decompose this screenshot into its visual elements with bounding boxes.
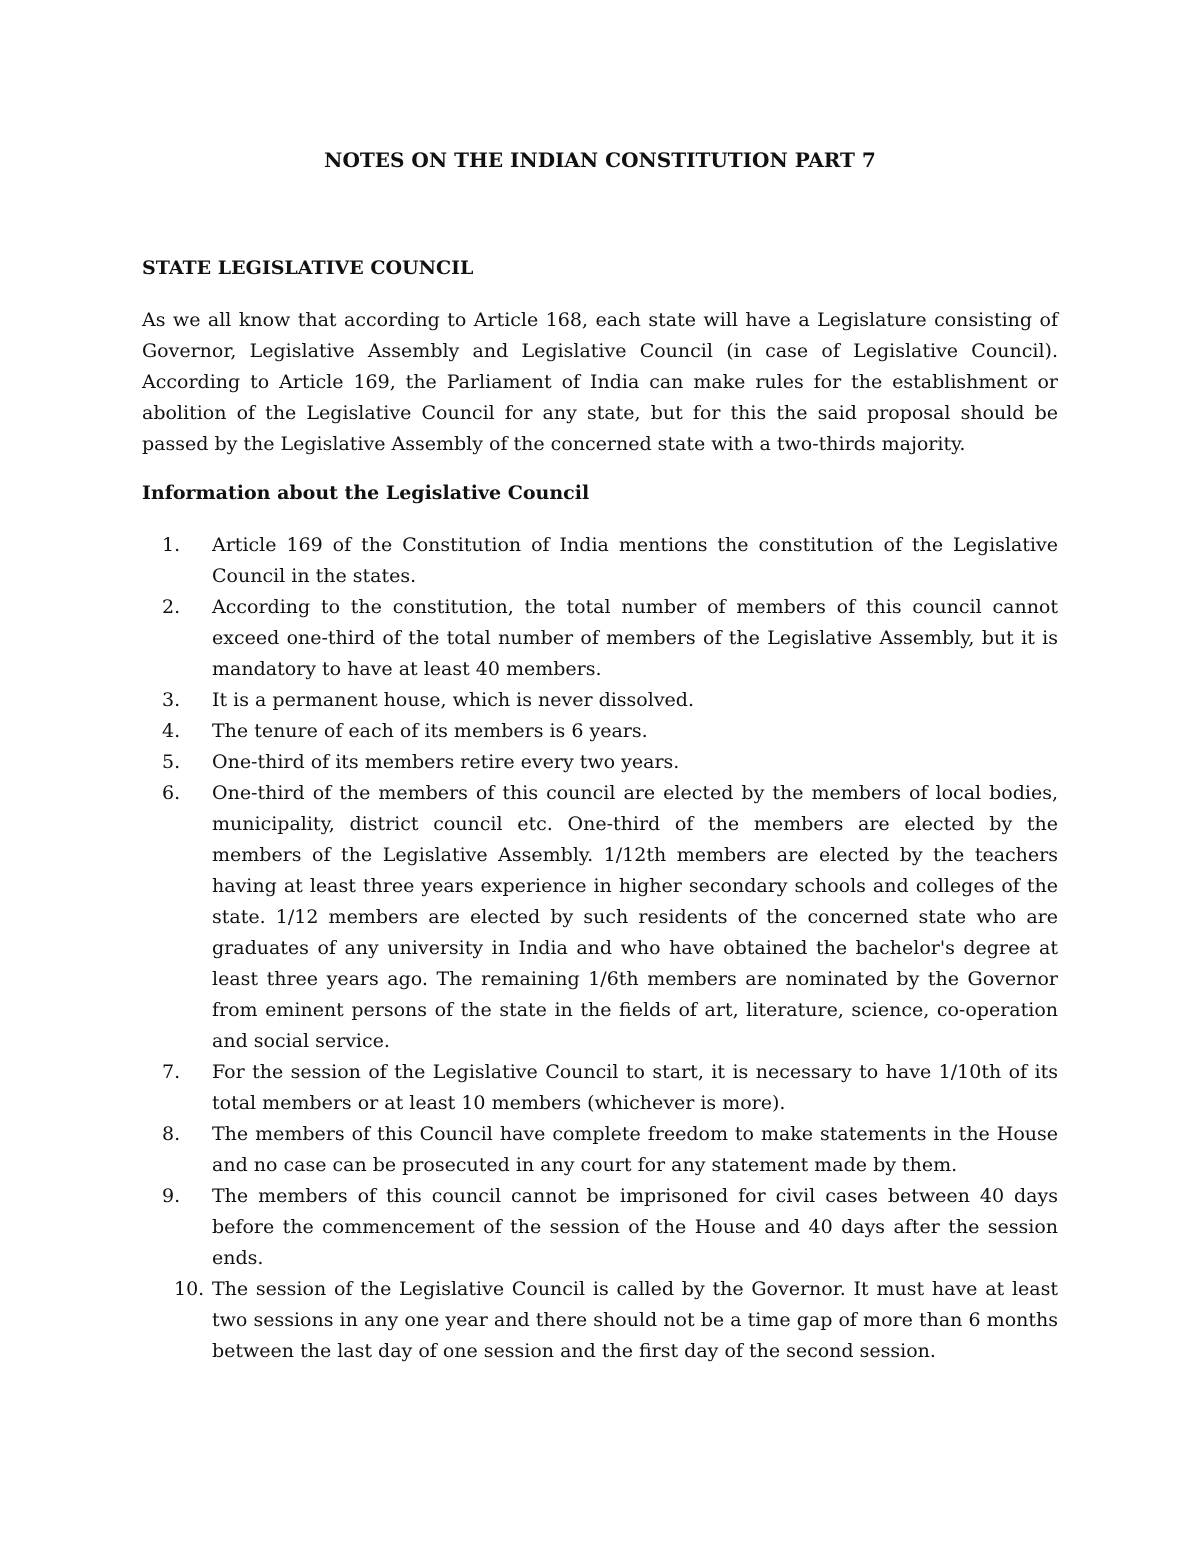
list-item-number: 2.	[162, 596, 181, 618]
list-item-text: The tenure of each of its members is 6 years.	[212, 720, 648, 742]
list-item-number: 3.	[162, 689, 181, 711]
list-item	[142, 778, 1058, 1057]
list-item	[142, 1181, 1058, 1274]
section-heading: STATE LEGISLATIVE COUNCIL	[142, 257, 474, 279]
list-item-text: According to the constitution, the total number of members of this council cannot exceed one-third of the total number of members of the Legislative Assembly, but it is mandatory to have at least 40 members.	[212, 596, 1058, 680]
list-item-number: 7.	[162, 1061, 181, 1083]
list-item-text: Article 169 of the Constitution of India mentions the constitution of the Legislative Council in the states.	[212, 534, 1058, 587]
list-item-text: It is a permanent house, which is never dissolved.	[212, 689, 695, 711]
list-item	[142, 685, 1058, 716]
list-item-number: 10.	[174, 1278, 205, 1300]
info-heading: Information about the Legislative Council	[142, 482, 590, 504]
list-item-number: 1.	[162, 534, 181, 556]
list-item	[142, 1057, 1058, 1119]
intro-paragraph: As we all know that according to Article 168, each state will have a Legislature consisting of Governor, Legislative Assembly and Legislative Council (in case of Legislative Council). According to Article 169, the Parliament of India can make rules for the establishment or abolition of the Legislative Council for any state, but for this the said proposal should be passed by the Legislative Assembly of the concerned state with a two-thirds majority.	[142, 309, 1058, 455]
list-item	[142, 1119, 1058, 1181]
list-item-number: 8.	[162, 1123, 181, 1145]
list-item-number: 4.	[162, 720, 181, 742]
list-item-number: 5.	[162, 751, 181, 773]
list-item-text: One-third of the members of this council are elected by the members of local bodies, municipality, district council etc. One-third of the members are elected by the members of the Legislative Assembly. 1/12th members are elected by the teachers having at least three years experience in higher secondary schools and colleges of the state. 1/12 members are elected by such residents of the concerned state who are graduates of any university in India and who have obtained the bachelor's degree at least three years ago. The remaining 1/6th members are nominated by the Governor from eminent persons of the state in the fields of art, literature, science, co-operation and social service.	[212, 782, 1058, 1052]
list-item	[142, 1274, 1058, 1367]
list-item-number: 9.	[162, 1185, 181, 1207]
list-item-text: For the session of the Legislative Council to start, it is necessary to have 1/10th of its total members or at least 10 members (whichever is more).	[212, 1061, 1058, 1114]
list-item-text: The members of this Council have complete freedom to make statements in the House and no case can be prosecuted in any court for any statement made by them.	[212, 1123, 1058, 1176]
list-item-text: The session of the Legislative Council is called by the Governor. It must have at least two sessions in any one year and there should not be a time gap of more than 6 months between the last day of one session and the first day of the second session.	[212, 1278, 1058, 1362]
info-list	[142, 530, 1058, 1367]
list-item	[142, 592, 1058, 685]
list-item	[142, 530, 1058, 592]
list-item-text: One-third of its members retire every two years.	[212, 751, 680, 773]
list-item	[142, 716, 1058, 747]
list-item	[142, 747, 1058, 778]
list-item-number: 6.	[162, 782, 181, 804]
document-title: NOTES ON THE INDIAN CONSTITUTION PART 7	[324, 148, 876, 172]
list-item-text: The members of this council cannot be imprisoned for civil cases between 40 days before the commencement of the session of the House and 40 days after the session ends.	[212, 1185, 1058, 1269]
